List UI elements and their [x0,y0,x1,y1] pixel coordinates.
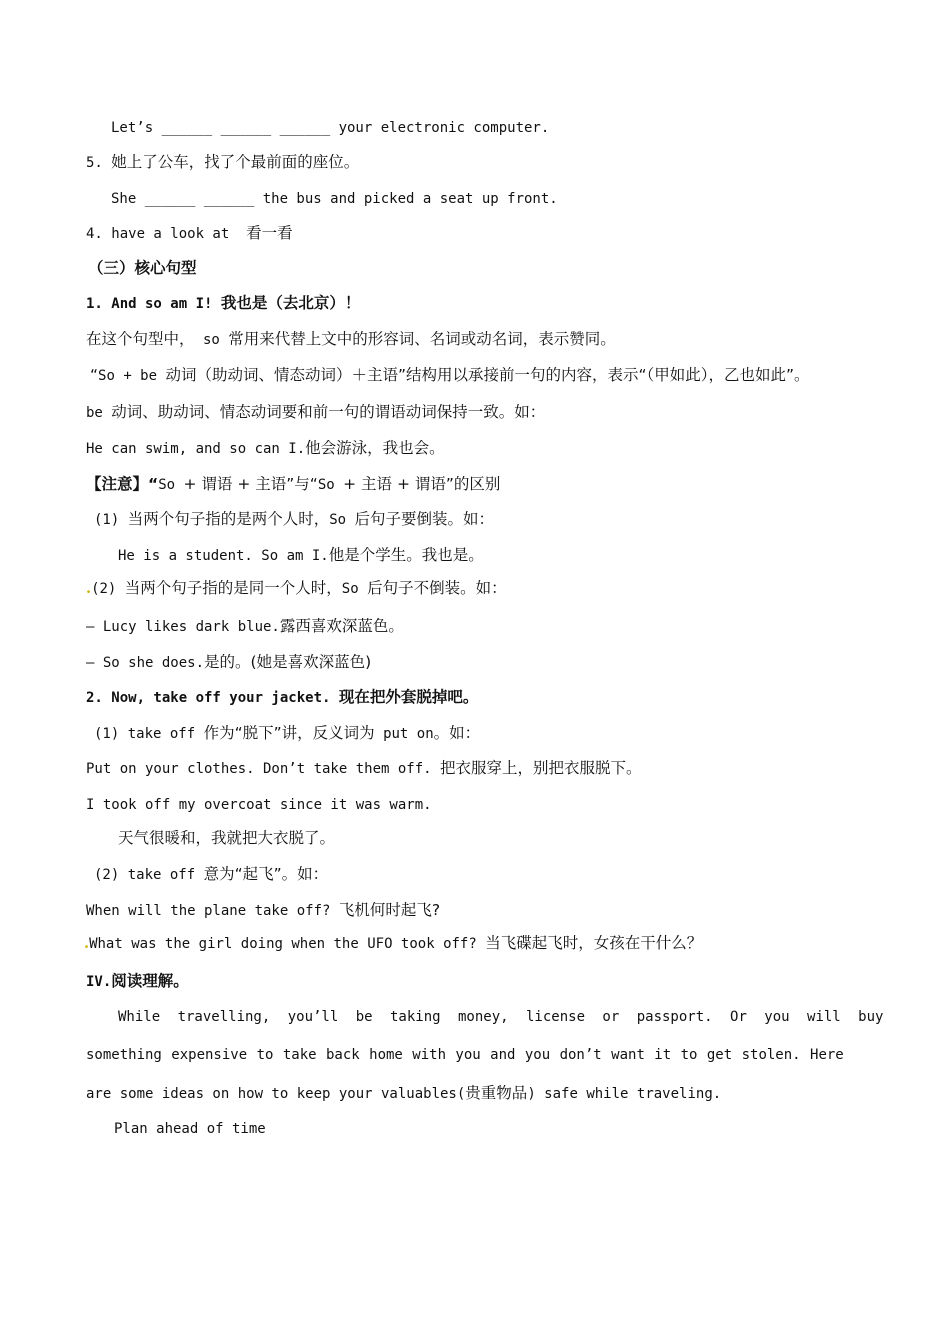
usage-2: (2) take off 意为“起飞”。如： [94,865,329,883]
pattern-chinese: 我也是（去北京）！ [220,294,361,312]
sentence-pattern-2: 2. Now, take off your jacket. 现在把外套脱掉吧。 [86,688,479,706]
bullet-mark: . [84,935,90,952]
reading-subheading: Plan ahead of time [114,1121,266,1137]
section-heading-core-sentences: （三）核心句型 [88,259,197,277]
example-sentence: I took off my overcoat since it was warm. [86,797,432,813]
reading-paragraph-line: While travelling, you’ll be taking money, license or passport. Or you will buy [118,1009,884,1025]
explanation-line: be 动词、助动词、情态动词要和前一句的谓语动词保持一致。如： [86,403,546,421]
example-sentence: Put on your clothes. Don’t take them off. 把衣服穿上，别把衣服脱下。 [86,759,642,777]
exercise-item-5 [86,152,359,173]
fill-blank-sentence: She ______ ______ the bus and picked a seat up front. [111,191,558,207]
example-sentence: He can swim, and so can I.他会游泳，我也会。 [86,439,445,457]
fill-blank-sentence: Let’s ______ ______ ______ your electronic computer. [111,120,550,136]
dialogue-line: — Lucy likes dark blue.露西喜欢深蓝色。 [86,617,404,635]
section-heading-reading: IV.阅读理解。 [86,972,189,990]
pattern-english: 1. And so am I! [86,296,221,312]
phrase-item-4 [86,223,293,244]
explanation-line: 在这个句型中， so 常用来代替上文中的形容词、名词或动名词，表示赞同。 [86,330,616,348]
phrase-english: 4. have a look at [86,226,247,242]
chinese-sentence: 她上了公车，找了个最前面的座位。 [111,153,360,171]
dialogue-line: — So she does.是的。(她是喜欢深蓝色) [86,653,372,671]
note-line: 【注意】“So + 谓语 + 主语”与“So + 主语 + 谓语”的区别 [86,475,501,493]
example-sentence: He is a student. So am I.他是个学生。我也是。 [118,546,484,564]
example-translation: 天气很暖和，我就把大衣脱了。 [118,829,336,847]
example-sentence: When will the plane take off? 飞机何时起飞? [86,901,441,919]
bullet-mark: . [86,580,92,597]
explanation-line: “So + be 动词（助动词、情态动词）＋主语”结构用以承接前一句的内容，表示“（甲如此），乙也如此”。 [90,366,810,384]
usage-1: (1) take off 作为“脱下”讲，反义词为 put on。如： [94,724,481,742]
sentence-pattern-1 [86,293,360,314]
rule-2: .(2) 当两个句子指的是同一个人时，So 后句子不倒装。如： [86,579,507,597]
reading-paragraph-line: are some ideas on how to keep your valuables(贵重物品) safe while traveling. [86,1084,722,1102]
rule-1: (1) 当两个句子指的是两个人时，So 后句子要倒装。如： [94,510,495,528]
reading-paragraph-line: something expensive to take back home with you and you don’t want it to get stolen. Here [86,1047,844,1063]
phrase-chinese: 看一看 [246,224,293,242]
example-sentence: .What was the girl doing when the UFO took off? 当飞碟起飞时，女孩在干什么？ [84,934,703,952]
item-number: 5. [86,155,112,171]
